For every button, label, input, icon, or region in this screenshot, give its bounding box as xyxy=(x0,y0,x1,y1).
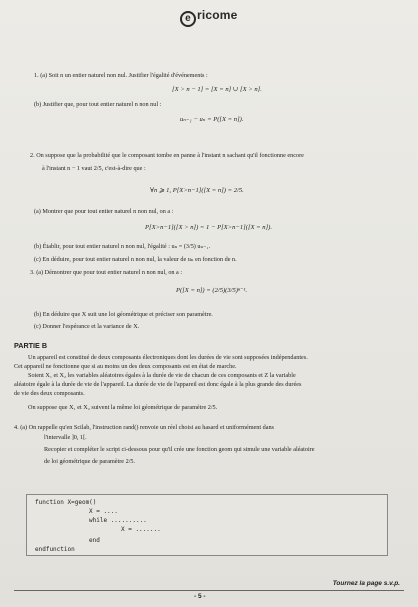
equation-3: ∀n ⩾ 1, P[X>n−1]([X = n]) = 2/5. xyxy=(150,187,244,194)
question-4a-instructions: Recopier et compléter le script ci-dessous pour qu'il crée une fonction geom qui simule une variable aléatoire xyxy=(44,446,315,453)
equation-5: P([X = n]) = (2/5)(3/5)ⁿ⁻¹. xyxy=(176,287,248,294)
equation-2: uₙ₋₁ − uₙ = P([X = n]). xyxy=(180,116,244,123)
question-2a: (a) Montrer que pour tout entier naturel n non nul, on a : xyxy=(34,208,174,215)
question-2c: (c) En déduire, pour tout entier naturel n non nul, la valeur de uₙ en fonction de n. xyxy=(34,256,237,263)
logo-e-circle: e xyxy=(180,11,196,27)
code-line-3: while .......... xyxy=(89,517,147,524)
code-line-1: function X=geom() xyxy=(35,499,97,506)
question-2: 2. On suppose que la probabilité que le composant tombe en panne à l'instant n sachant qu'il fonctionne encore xyxy=(30,152,304,159)
code-line-6: endfunction xyxy=(35,546,75,553)
partie-b-para-6: On suppose que X₁ et X₂ suivent la même loi géométrique de paramètre 2/5. xyxy=(28,404,218,411)
logo-text: ricome xyxy=(197,8,238,22)
question-2-cont: à l'instant n − 1 vaut 2/5, c'est-à-dire que : xyxy=(42,165,146,172)
footer-divider xyxy=(14,590,404,591)
equation-1: [X > n − 1] = [X = n] ∪ [X > n]. xyxy=(172,86,262,93)
partie-b-heading: PARTIE B xyxy=(14,341,48,350)
partie-b-para-2: Cet appareil ne fonctionne que si au moins un des deux composants est en état de marche. xyxy=(14,363,237,370)
partie-b-para-4: aléatoire égale à la durée de vie de l'appareil. La durée de vie de l'appareil est donc égale à la plus grande des durées xyxy=(14,381,302,388)
question-4a: 4. (a) On rappelle qu'en Scilab, l'instruction rand() renvoie un réel choisi au hasard et uniformément dans xyxy=(14,424,274,431)
question-1a: 1. (a) Soit n un entier naturel non nul. Justifier l'égalité d'événements : xyxy=(34,72,208,79)
turn-page-note: Tournez la page s.v.p. xyxy=(332,580,400,587)
equation-4: P[X>n−1]([X > n]) = 1 − P[X>n−1]([X = n]). xyxy=(145,224,272,231)
question-4a-interval: l'intervalle ]0, 1[. xyxy=(44,434,87,441)
code-line-2: X = .... xyxy=(89,508,118,515)
partie-b-para-1: Un appareil est constitué de deux composants électroniques dont les durées de vie sont supposées indépendantes. xyxy=(28,354,308,361)
page-number: - 5 - xyxy=(194,593,206,600)
code-line-5: end xyxy=(89,537,100,544)
scilab-code-box xyxy=(26,494,388,556)
partie-b-para-3: Soient X₁ et X₂ les variables aléatoires égales à la durée de vie de chacun de ces composants et Z la variable xyxy=(28,372,296,379)
question-3c: (c) Donner l'espérance et la variance de X. xyxy=(34,323,140,330)
question-3a: 3. (a) Démontrer que pour tout entier naturel n non nul, on a : xyxy=(30,269,183,276)
question-1b: (b) Justifier que, pour tout entier naturel n non nul : xyxy=(34,101,162,108)
question-4a-instructions-cont: de loi géométrique de paramètre 2/5. xyxy=(44,458,136,465)
partie-b-para-5: de vie des deux composants. xyxy=(14,390,85,397)
question-2b: (b) Établir, pour tout entier naturel n non nul, l'égalité : uₙ = (3/5) uₙ₋₁. xyxy=(34,243,211,250)
ecricome-logo xyxy=(180,8,238,27)
question-3b: (b) En déduire que X suit une loi géométrique et préciser son paramètre. xyxy=(34,311,213,318)
code-line-4: X = ....... xyxy=(121,526,161,533)
